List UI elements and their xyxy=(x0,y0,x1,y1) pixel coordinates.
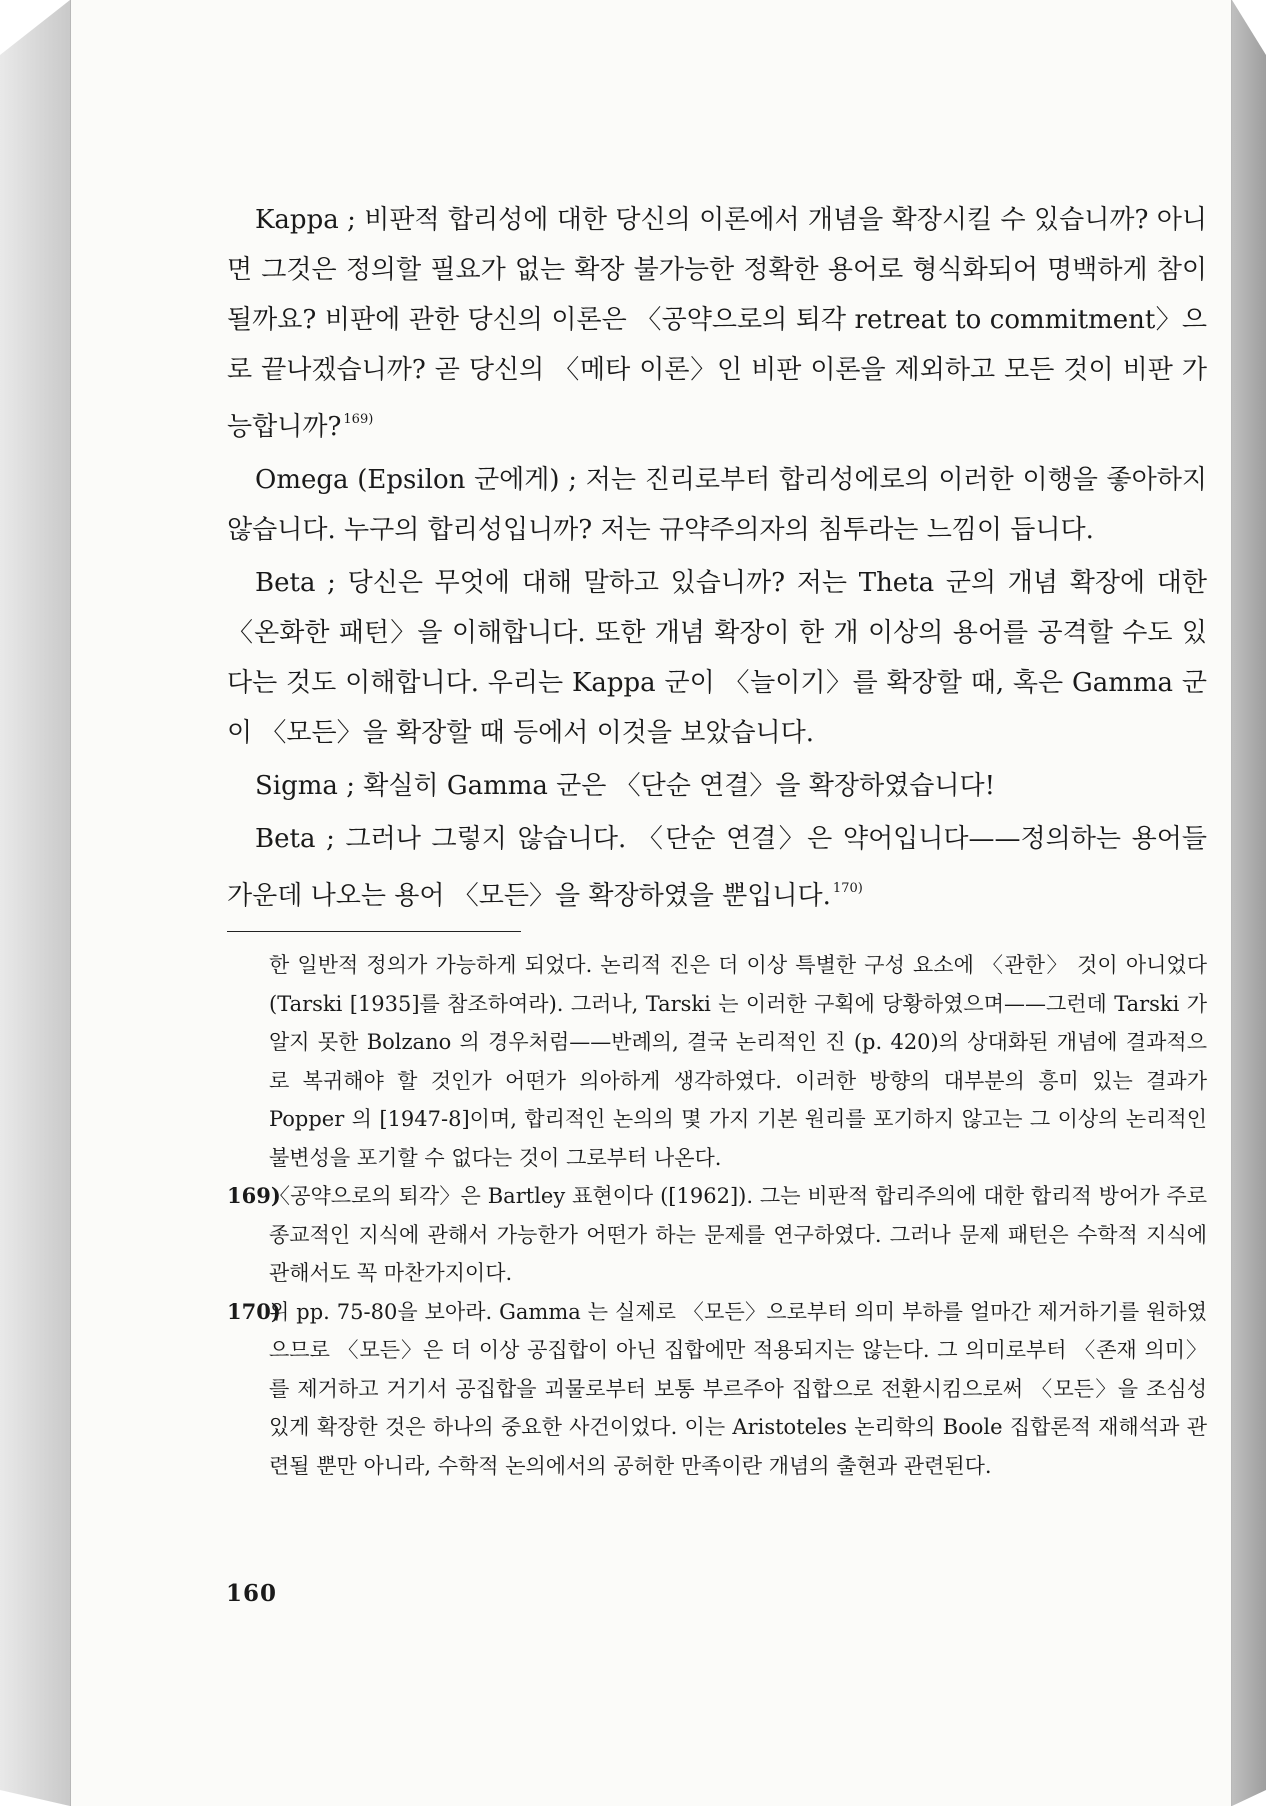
paragraph-text: Sigma ; 확실히 Gamma 군은 〈단순 연결〉을 확장하였습니다! xyxy=(255,771,996,801)
paragraph-sigma xyxy=(227,761,1207,811)
book-page xyxy=(70,0,1232,1806)
paragraph-text: Kappa ; 비판적 합리성에 대한 당신의 이론에서 개념을 확장시킬 수 있습니까? 아니면 그것은 정의할 필요가 없는 확장 불가능한 정확한 용어로 형식화되어 명백하게 참이 될까요? 비판에 관한 당신의 이론은 〈공약으로의 퇴각 retreat to commitment〉으로 끝나겠습니까? 곧 당신의 〈메타 이론〉인 비판 이론을 제외하고 모든 것이 비판 가능합니까? xyxy=(227,205,1207,442)
footnote-text: 한 일반적 정의가 가능하게 되었다. 논리적 진은 더 이상 특별한 구성 요소에 〈관한〉 것이 아니었다 (Tarski [1935]를 참조하여라). 그러나, Tarski 는 이러한 구획에 당황하였으며——그런데 Tarski 가 알지 못한 Bolzano 의 경우처럼——반례의, 결국 논리적인 진 (p. 420)의 상대화된 개념에 결과적으로 복귀해야 할 것인가 어떤가 의아하게 생각하였다. 이러한 방향의 대부분의 흥미 있는 결과가 Popper 의 [1947-8]이며, 합리적인 논의의 몇 가지 기본 원리를 포기하지 않고는 그 이상의 논리적인 불변성을 포기할 수 없다는 것이 그로부터 나온다. xyxy=(269,953,1207,1170)
footnotes xyxy=(227,946,1207,1485)
footnote-170 xyxy=(227,1293,1207,1486)
book-right-edge xyxy=(1232,0,1266,1806)
paragraph-text: Omega (Epsilon 군에게) ; 저는 진리로부터 합리성에로의 이러한 이행을 좋아하지 않습니다. 누구의 합리성입니까? 저는 규약주의자의 침투라는 느낌이 듭니다. xyxy=(227,465,1207,545)
footnote-text: 위 pp. 75-80을 보아라. Gamma 는 실제로 〈모든〉으로부터 의미 부하를 얼마간 제거하기를 원하였으므로 〈모든〉은 더 이상 공집합이 아닌 집합에만 적용되지는 않는다. 그 의미로부터 〈존재 의미〉를 제거하고 거기서 공집합을 괴물로부터 보통 부르주아 집합으로 전환시킴으로써 〈모든〉을 조심성 있게 확장한 것은 하나의 중요한 사건이었다. 이는 Aristoteles 논리학의 Boole 집합론적 재해석과 관련될 뿐만 아니라, 수학적 논의에서의 공허한 만족이란 개념의 출현과 관련된다. xyxy=(269,1299,1207,1478)
paragraph-text: Beta ; 그러나 그렇지 않습니다. 〈단순 연결〉은 약어입니다——정의하는 용어들 가운데 나오는 용어 〈모든〉을 확장하였을 뿐입니다. xyxy=(227,824,1207,911)
footnote-number: 169) xyxy=(227,1183,281,1208)
footnote-ref-170: 170) xyxy=(832,881,863,896)
footnote-text: 〈공약으로의 퇴각〉은 Bartley 표현이다 ([1962]). 그는 비판적 합리주의에 대한 합리적 방어가 주로 종교적인 지식에 관해서 가능한가 어떤가 하는 문제를 연구하였다. 그러나 문제 패턴은 수학적 지식에 관해서도 꼭 마찬가지이다. xyxy=(269,1184,1207,1285)
footnote-number: 170) xyxy=(227,1298,281,1324)
footnote-ref-169: 169) xyxy=(343,412,374,427)
page-content xyxy=(227,195,1207,1485)
page-number: 160 xyxy=(226,1580,278,1607)
book-left-edge xyxy=(0,0,70,1806)
footnote-continued xyxy=(227,946,1207,1177)
paragraph-beta-2 xyxy=(227,814,1207,921)
footnote-169 xyxy=(227,1177,1207,1293)
paragraph-text: Beta ; 당신은 무엇에 대해 말하고 있습니까? 저는 Theta 군의 개념 확장에 대한 〈온화한 패턴〉을 이해합니다. 또한 개념 확장이 한 개 이상의 용어를 공격할 수도 있다는 것도 이해합니다. 우리는 Kappa 군이 〈늘이기〉를 확장할 때, 혹은 Gamma 군이 〈모든〉을 확장할 때 등에서 이것을 보았습니다. xyxy=(227,568,1207,748)
paragraph-beta-1 xyxy=(227,558,1207,758)
paragraph-omega xyxy=(227,455,1207,555)
main-text xyxy=(227,195,1207,921)
footnote-divider xyxy=(227,931,521,932)
paragraph-kappa xyxy=(227,195,1207,452)
